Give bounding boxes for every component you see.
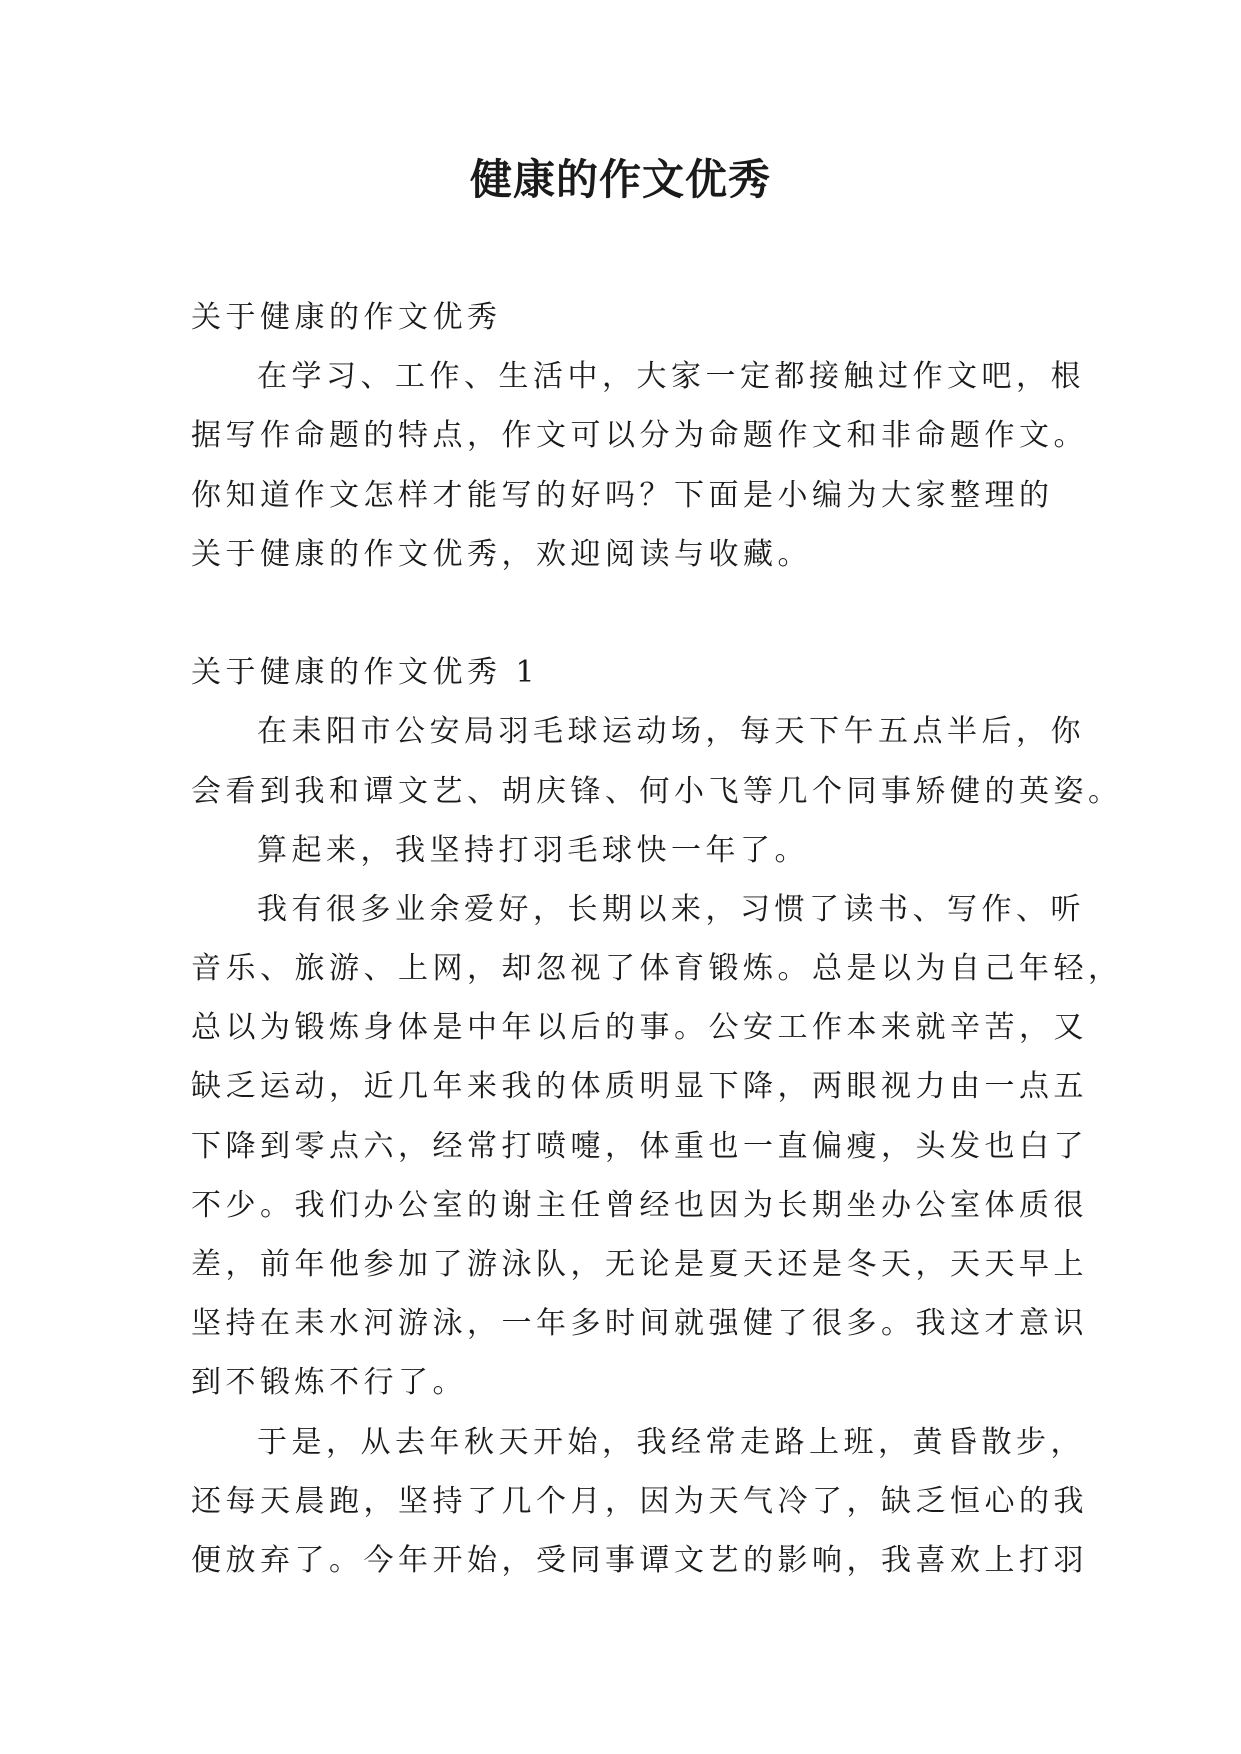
paragraph-line: 差，前年他参加了游泳队，无论是夏天还是冬天，天天早上 (191, 1247, 1088, 1282)
paragraph-line: 还每天晨跑，坚持了几个月，因为天气冷了，缺乏恒心的我 (191, 1483, 1088, 1519)
paragraph-line: 在耒阳市公安局羽毛球运动场，每天下午五点半后，你 (257, 714, 1085, 750)
section-heading: 关于健康的作文优秀 1 (191, 655, 540, 691)
intro-heading: 关于健康的作文优秀 (191, 300, 502, 335)
paragraph-line: 音乐、旅游、上网，却忽视了体育锻炼。总是以为自己年轻， (191, 951, 1123, 987)
paragraph-line: 总以为锻炼身体是中年以后的事。公安工作本来就辛苦，又 (191, 1010, 1088, 1046)
paragraph-line: 于是，从去年秋天开始，我经常走路上班，黄昏散步， (257, 1424, 1085, 1460)
paragraph-line: 你知道作文怎样才能写的好吗？下面是小编为大家整理的 (191, 477, 1054, 513)
document-body (191, 288, 1123, 1590)
paragraph-line: 我有很多业余爱好，长期以来，习惯了读书、写作、听 (257, 891, 1085, 927)
paragraph-line: 下降到零点六，经常打喷嚏，体重也一直偏瘦，头发也白了 (191, 1128, 1088, 1164)
document-title: 健康的作文优秀 (469, 155, 771, 204)
paragraph-line: 坚持在耒水河游泳，一年多时间就强健了很多。我这才意识 (191, 1306, 1088, 1342)
paragraph-line: 据写作命题的特点，作文可以分为命题作文和非命题作文。 (191, 418, 1088, 454)
paragraph-line: 便放弃了。今年开始，受同事谭文艺的影响，我喜欢上打羽 (191, 1542, 1088, 1578)
paragraph-line: 会看到我和谭文艺、胡庆锋、何小飞等几个同事矫健的英姿。 (191, 773, 1123, 809)
paragraph-line: 在学习、工作、生活中，大家一定都接触过作文吧，根 (257, 359, 1085, 395)
section-gap (191, 584, 1061, 643)
paragraph-line: 算起来，我坚持打羽毛球快一年了。 (257, 832, 809, 868)
paragraph-line: 缺乏运动，近几年来我的体质明显下降，两眼视力由一点五 (191, 1069, 1088, 1105)
paragraph-line: 到不锻炼不行了。 (191, 1365, 467, 1401)
paragraph-line: 关于健康的作文优秀，欢迎阅读与收藏。 (191, 536, 812, 572)
paragraph-line: 不少。我们办公室的谢主任曾经也因为长期坐办公室体质很 (191, 1187, 1088, 1223)
